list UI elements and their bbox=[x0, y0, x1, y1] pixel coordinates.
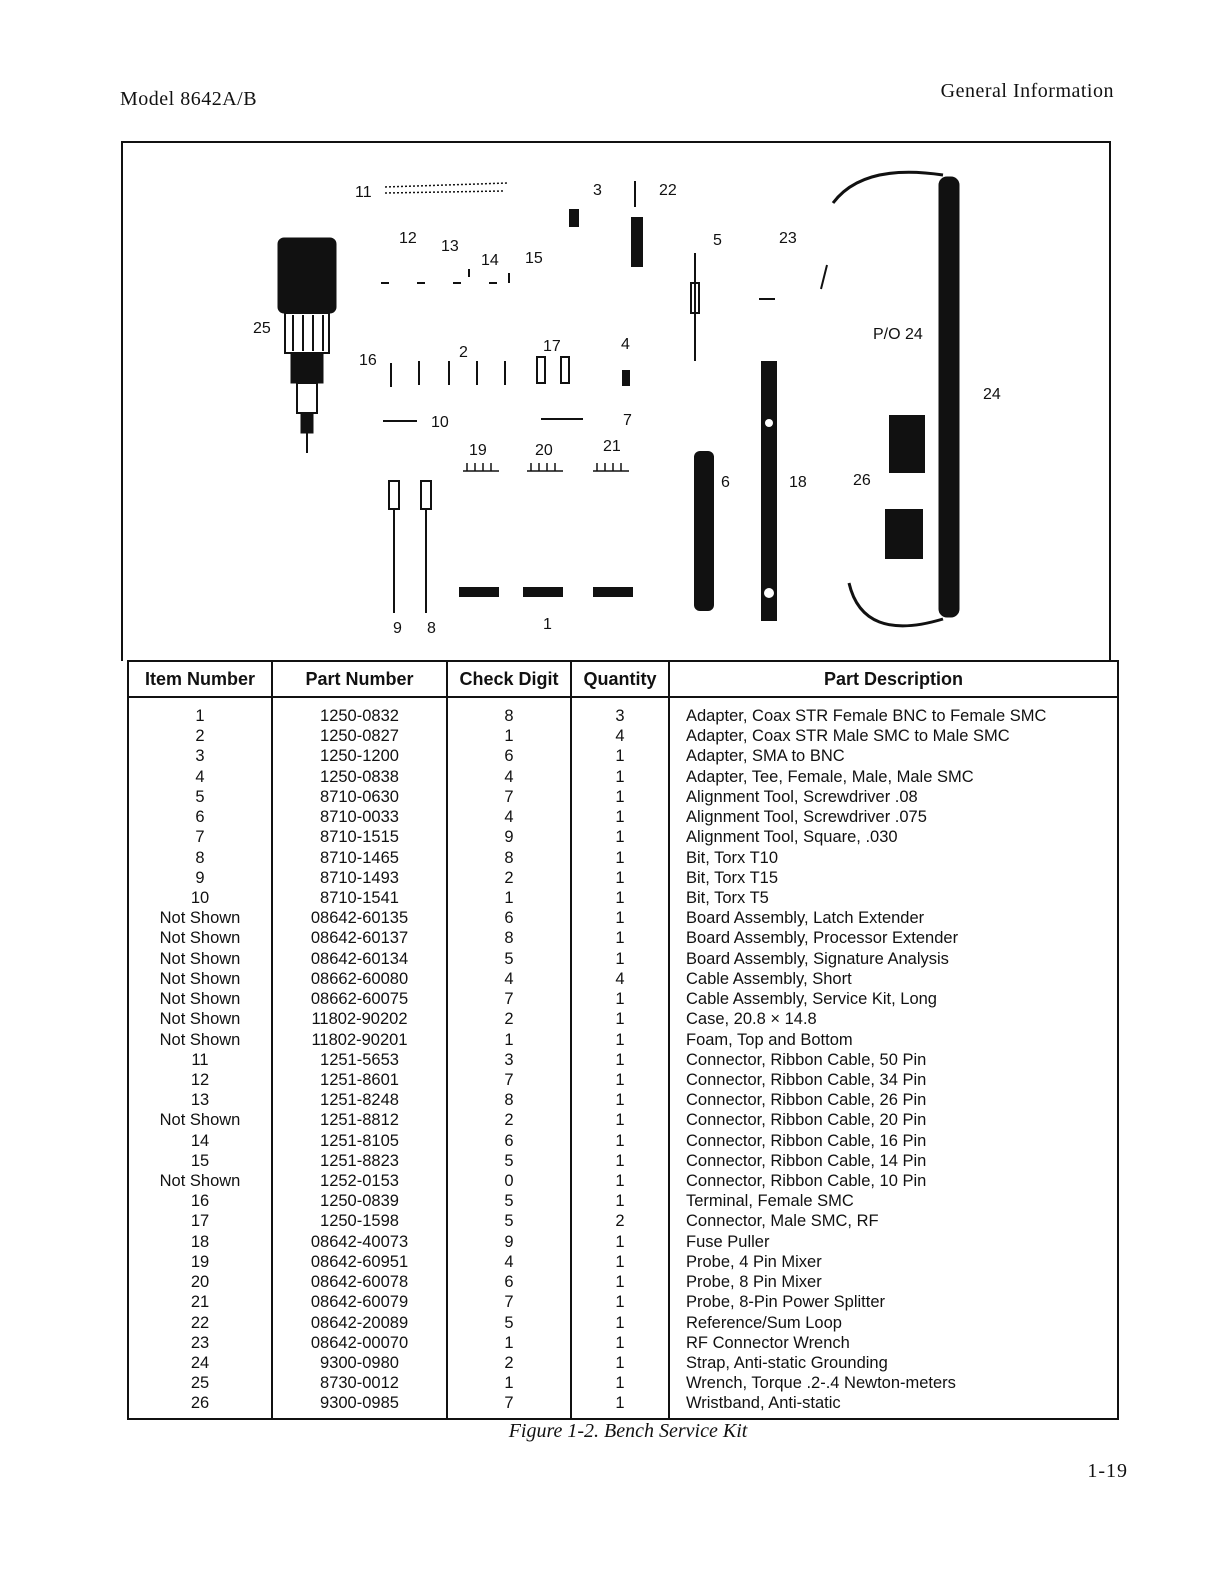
callout-po-24: P/O 24 bbox=[873, 326, 923, 343]
figure-frame bbox=[121, 141, 1111, 661]
part-description-cell: Strap, Anti-static Grounding bbox=[669, 1353, 1118, 1373]
bench-service-kit-illustration bbox=[123, 143, 1109, 661]
item-number-cell: Not Shown bbox=[128, 908, 272, 928]
part-number-cell: 1250-0832 bbox=[272, 697, 447, 726]
part-number-cell: 8710-1541 bbox=[272, 888, 447, 908]
item-number-cell: 15 bbox=[128, 1151, 272, 1171]
check-digit-cell: 7 bbox=[447, 989, 571, 1009]
table-row bbox=[128, 787, 1118, 807]
table-row bbox=[128, 1151, 1118, 1171]
column-header-check-digit: Check Digit bbox=[447, 661, 571, 697]
part-description-cell: Connector, Ribbon Cable, 34 Pin bbox=[669, 1070, 1118, 1090]
part-number-cell: 08642-20089 bbox=[272, 1313, 447, 1333]
table-row bbox=[128, 989, 1118, 1009]
callout-13: 13 bbox=[441, 238, 459, 255]
bnc-smc-adapters-drawing bbox=[459, 587, 633, 597]
table-row bbox=[128, 969, 1118, 989]
check-digit-cell: 2 bbox=[447, 1009, 571, 1029]
quantity-cell: 1 bbox=[571, 949, 669, 969]
part-description-cell: Alignment Tool, Screwdriver .08 bbox=[669, 787, 1118, 807]
quantity-cell: 1 bbox=[571, 888, 669, 908]
check-digit-cell: 6 bbox=[447, 908, 571, 928]
item-number-cell: 6 bbox=[128, 807, 272, 827]
table-row bbox=[128, 1272, 1118, 1292]
part-number-cell: 08662-60075 bbox=[272, 989, 447, 1009]
check-digit-cell: 5 bbox=[447, 1151, 571, 1171]
part-description-cell: Bit, Torx T10 bbox=[669, 848, 1118, 868]
item-number-cell: 22 bbox=[128, 1313, 272, 1333]
callout-22: 22 bbox=[659, 182, 677, 199]
check-digit-cell: 7 bbox=[447, 787, 571, 807]
quantity-cell: 1 bbox=[571, 1313, 669, 1333]
column-header-quantity: Quantity bbox=[571, 661, 669, 697]
check-digit-cell: 6 bbox=[447, 746, 571, 766]
item-number-cell: Not Shown bbox=[128, 1030, 272, 1050]
callout-21: 21 bbox=[603, 438, 621, 455]
table-row bbox=[128, 1333, 1118, 1353]
mixer-probes-drawing bbox=[463, 463, 629, 471]
table-row bbox=[128, 726, 1118, 746]
table-row bbox=[128, 1313, 1118, 1333]
torx-bit-and-square-tool-drawing bbox=[383, 419, 583, 421]
part-description-cell: Case, 20.8 × 14.8 bbox=[669, 1009, 1118, 1029]
quantity-cell: 4 bbox=[571, 726, 669, 746]
callout-25: 25 bbox=[253, 320, 271, 337]
callout-14: 14 bbox=[481, 252, 499, 269]
part-number-cell: 08662-60080 bbox=[272, 969, 447, 989]
callout-9: 9 bbox=[393, 620, 402, 637]
callout-5: 5 bbox=[713, 232, 722, 249]
table-row bbox=[128, 888, 1118, 908]
quantity-cell: 1 bbox=[571, 1272, 669, 1292]
quantity-cell: 1 bbox=[571, 787, 669, 807]
part-description-cell: Terminal, Female SMC bbox=[669, 1191, 1118, 1211]
item-number-cell: 26 bbox=[128, 1393, 272, 1419]
quantity-cell: 1 bbox=[571, 767, 669, 787]
quantity-cell: 1 bbox=[571, 827, 669, 847]
check-digit-cell: 4 bbox=[447, 1252, 571, 1272]
part-number-cell: 8730-0012 bbox=[272, 1373, 447, 1393]
parts-list-table bbox=[127, 660, 1119, 1420]
part-number-cell: 9300-0980 bbox=[272, 1353, 447, 1373]
quantity-cell: 1 bbox=[571, 1393, 669, 1419]
parts-table-body bbox=[128, 697, 1118, 1419]
part-number-cell: 1250-1598 bbox=[272, 1211, 447, 1231]
item-number-cell: 17 bbox=[128, 1211, 272, 1231]
table-row bbox=[128, 1131, 1118, 1151]
part-description-cell: Alignment Tool, Square, .030 bbox=[669, 827, 1118, 847]
item-number-cell: 21 bbox=[128, 1292, 272, 1312]
table-row bbox=[128, 1232, 1118, 1252]
item-number-cell: 24 bbox=[128, 1353, 272, 1373]
table-row bbox=[128, 1252, 1118, 1272]
part-description-cell: Probe, 4 Pin Mixer bbox=[669, 1252, 1118, 1272]
item-number-cell: 12 bbox=[128, 1070, 272, 1090]
alignment-tool-075-drawing bbox=[694, 451, 714, 611]
quantity-cell: 1 bbox=[571, 1050, 669, 1070]
check-digit-cell: 1 bbox=[447, 888, 571, 908]
check-digit-cell: 1 bbox=[447, 726, 571, 746]
part-number-cell: 8710-1465 bbox=[272, 848, 447, 868]
item-number-cell: 1 bbox=[128, 697, 272, 726]
torx-bits-drawing bbox=[389, 481, 431, 613]
smc-adapters-drawing bbox=[391, 357, 629, 387]
table-row bbox=[128, 868, 1118, 888]
check-digit-cell: 5 bbox=[447, 1191, 571, 1211]
part-description-cell: Fuse Puller bbox=[669, 1232, 1118, 1252]
quantity-cell: 1 bbox=[571, 868, 669, 888]
table-row bbox=[128, 1292, 1118, 1312]
table-row bbox=[128, 1191, 1118, 1211]
page-number: 1-19 bbox=[1087, 1460, 1128, 1482]
header-section-title: General Information bbox=[940, 80, 1114, 102]
callout-2: 2 bbox=[459, 344, 468, 361]
table-row bbox=[128, 949, 1118, 969]
check-digit-cell: 8 bbox=[447, 697, 571, 726]
check-digit-cell: 8 bbox=[447, 848, 571, 868]
table-row bbox=[128, 1050, 1118, 1070]
column-header-item-number: Item Number bbox=[128, 661, 272, 697]
part-number-cell: 1251-5653 bbox=[272, 1050, 447, 1070]
quantity-cell: 1 bbox=[571, 1090, 669, 1110]
quantity-cell: 3 bbox=[571, 697, 669, 726]
part-number-cell: 1250-0839 bbox=[272, 1191, 447, 1211]
part-description-cell: Foam, Top and Bottom bbox=[669, 1030, 1118, 1050]
item-number-cell: 7 bbox=[128, 827, 272, 847]
column-header-part-number: Part Number bbox=[272, 661, 447, 697]
item-number-cell: 19 bbox=[128, 1252, 272, 1272]
part-number-cell: 08642-40073 bbox=[272, 1232, 447, 1252]
item-number-cell: 25 bbox=[128, 1373, 272, 1393]
part-description-cell: Adapter, SMA to BNC bbox=[669, 746, 1118, 766]
callout-15: 15 bbox=[525, 250, 543, 267]
quantity-cell: 1 bbox=[571, 746, 669, 766]
table-row bbox=[128, 1353, 1118, 1373]
check-digit-cell: 9 bbox=[447, 827, 571, 847]
table-row bbox=[128, 807, 1118, 827]
check-digit-cell: 9 bbox=[447, 1232, 571, 1252]
table-row bbox=[128, 1171, 1118, 1191]
item-number-cell: 4 bbox=[128, 767, 272, 787]
check-digit-cell: 1 bbox=[447, 1333, 571, 1353]
quantity-cell: 2 bbox=[571, 1211, 669, 1231]
table-row bbox=[128, 908, 1118, 928]
callout-18: 18 bbox=[789, 474, 807, 491]
item-number-cell: 5 bbox=[128, 787, 272, 807]
check-digit-cell: 2 bbox=[447, 1110, 571, 1130]
table-row bbox=[128, 697, 1118, 726]
check-digit-cell: 7 bbox=[447, 1292, 571, 1312]
quantity-cell: 1 bbox=[571, 1110, 669, 1130]
quantity-cell: 1 bbox=[571, 908, 669, 928]
callout-26: 26 bbox=[853, 472, 871, 489]
part-description-cell: Connector, Ribbon Cable, 14 Pin bbox=[669, 1151, 1118, 1171]
item-number-cell: 8 bbox=[128, 848, 272, 868]
callout-8: 8 bbox=[427, 620, 436, 637]
item-number-cell: Not Shown bbox=[128, 928, 272, 948]
part-number-cell: 1251-8823 bbox=[272, 1151, 447, 1171]
part-number-cell: 8710-0630 bbox=[272, 787, 447, 807]
table-row bbox=[128, 1211, 1118, 1231]
quantity-cell: 1 bbox=[571, 928, 669, 948]
check-digit-cell: 7 bbox=[447, 1393, 571, 1419]
item-number-cell: Not Shown bbox=[128, 989, 272, 1009]
figure-caption: Figure 1-2. Bench Service Kit bbox=[508, 1420, 748, 1442]
item-number-cell: 10 bbox=[128, 888, 272, 908]
part-description-cell: Probe, 8 Pin Mixer bbox=[669, 1272, 1118, 1292]
part-description-cell: Board Assembly, Processor Extender bbox=[669, 928, 1118, 948]
item-number-cell: 14 bbox=[128, 1131, 272, 1151]
quantity-cell: 4 bbox=[571, 969, 669, 989]
part-description-cell: Connector, Ribbon Cable, 20 Pin bbox=[669, 1110, 1118, 1130]
part-number-cell: 1251-8812 bbox=[272, 1110, 447, 1130]
part-number-cell: 9300-0985 bbox=[272, 1393, 447, 1419]
part-description-cell: Cable Assembly, Short bbox=[669, 969, 1118, 989]
item-number-cell: 9 bbox=[128, 868, 272, 888]
callout-11: 11 bbox=[355, 184, 372, 201]
callout-12: 12 bbox=[399, 230, 417, 247]
callout-16: 16 bbox=[359, 352, 377, 369]
part-description-cell: Wristband, Anti-static bbox=[669, 1393, 1118, 1419]
check-digit-cell: 5 bbox=[447, 1211, 571, 1231]
callout-1: 1 bbox=[543, 616, 552, 633]
part-number-cell: 8710-1493 bbox=[272, 868, 447, 888]
part-number-cell: 8710-1515 bbox=[272, 827, 447, 847]
callout-20: 20 bbox=[535, 442, 553, 459]
check-digit-cell: 3 bbox=[447, 1050, 571, 1070]
check-digit-cell: 1 bbox=[447, 1373, 571, 1393]
table-row bbox=[128, 1030, 1118, 1050]
part-description-cell: Connector, Ribbon Cable, 26 Pin bbox=[669, 1090, 1118, 1110]
table-row bbox=[128, 1070, 1118, 1090]
check-digit-cell: 1 bbox=[447, 1030, 571, 1050]
alignment-tool-08-drawing bbox=[691, 253, 699, 361]
check-digit-cell: 2 bbox=[447, 868, 571, 888]
quantity-cell: 1 bbox=[571, 989, 669, 1009]
callout-3: 3 bbox=[593, 182, 602, 199]
part-description-cell: Alignment Tool, Screwdriver .075 bbox=[669, 807, 1118, 827]
table-row bbox=[128, 827, 1118, 847]
part-number-cell: 11802-90201 bbox=[272, 1030, 447, 1050]
check-digit-cell: 2 bbox=[447, 1353, 571, 1373]
check-digit-cell: 8 bbox=[447, 1090, 571, 1110]
part-description-cell: Adapter, Tee, Female, Male, Male SMC bbox=[669, 767, 1118, 787]
small-ribbon-connectors-drawing bbox=[381, 269, 509, 283]
part-number-cell: 08642-60137 bbox=[272, 928, 447, 948]
quantity-cell: 1 bbox=[571, 1009, 669, 1029]
callout-19: 19 bbox=[469, 442, 487, 459]
check-digit-cell: 4 bbox=[447, 767, 571, 787]
part-number-cell: 08642-60079 bbox=[272, 1292, 447, 1312]
quantity-cell: 1 bbox=[571, 1151, 669, 1171]
item-number-cell: Not Shown bbox=[128, 1009, 272, 1029]
torque-wrench-drawing bbox=[278, 238, 336, 453]
part-description-cell: Cable Assembly, Service Kit, Long bbox=[669, 989, 1118, 1009]
part-number-cell: 08642-60135 bbox=[272, 908, 447, 928]
item-number-cell: Not Shown bbox=[128, 1171, 272, 1191]
item-number-cell: 11 bbox=[128, 1050, 272, 1070]
callout-7: 7 bbox=[623, 412, 632, 429]
item-number-cell: 18 bbox=[128, 1232, 272, 1252]
table-row bbox=[128, 848, 1118, 868]
part-number-cell: 08642-60134 bbox=[272, 949, 447, 969]
quantity-cell: 1 bbox=[571, 1232, 669, 1252]
callout-24: 24 bbox=[983, 386, 1001, 403]
quantity-cell: 1 bbox=[571, 1030, 669, 1050]
table-header-row bbox=[128, 661, 1118, 697]
item-number-cell: Not Shown bbox=[128, 1110, 272, 1130]
quantity-cell: 1 bbox=[571, 807, 669, 827]
part-number-cell: 8710-0033 bbox=[272, 807, 447, 827]
item-number-cell: Not Shown bbox=[128, 969, 272, 989]
item-number-cell: 16 bbox=[128, 1191, 272, 1211]
table-row bbox=[128, 746, 1118, 766]
part-description-cell: Bit, Torx T15 bbox=[669, 868, 1118, 888]
part-description-cell: Connector, Male SMC, RF bbox=[669, 1211, 1118, 1231]
part-number-cell: 1250-0838 bbox=[272, 767, 447, 787]
part-description-cell: Board Assembly, Signature Analysis bbox=[669, 949, 1118, 969]
quantity-cell: 1 bbox=[571, 1353, 669, 1373]
quantity-cell: 1 bbox=[571, 1292, 669, 1312]
quantity-cell: 1 bbox=[571, 848, 669, 868]
table-row bbox=[128, 1009, 1118, 1029]
quantity-cell: 1 bbox=[571, 1191, 669, 1211]
adapter-and-loop-drawing bbox=[569, 181, 643, 267]
part-number-cell: 08642-60951 bbox=[272, 1252, 447, 1272]
check-digit-cell: 6 bbox=[447, 1131, 571, 1151]
check-digit-cell: 0 bbox=[447, 1171, 571, 1191]
check-digit-cell: 5 bbox=[447, 1313, 571, 1333]
part-number-cell: 1252-0153 bbox=[272, 1171, 447, 1191]
quantity-cell: 1 bbox=[571, 1333, 669, 1353]
table-row bbox=[128, 928, 1118, 948]
part-number-cell: 1250-0827 bbox=[272, 726, 447, 746]
item-number-cell: 2 bbox=[128, 726, 272, 746]
part-description-cell: Connector, Ribbon Cable, 16 Pin bbox=[669, 1131, 1118, 1151]
callout-17: 17 bbox=[543, 338, 561, 355]
part-description-cell: Adapter, Coax STR Female BNC to Female SMC bbox=[669, 697, 1118, 726]
part-description-cell: RF Connector Wrench bbox=[669, 1333, 1118, 1353]
part-description-cell: Bit, Torx T5 bbox=[669, 888, 1118, 908]
callout-6: 6 bbox=[721, 474, 730, 491]
table-row bbox=[128, 1393, 1118, 1419]
item-number-cell: Not Shown bbox=[128, 949, 272, 969]
part-number-cell: 1251-8105 bbox=[272, 1131, 447, 1151]
table-row bbox=[128, 1090, 1118, 1110]
check-digit-cell: 7 bbox=[447, 1070, 571, 1090]
wristband-drawing bbox=[885, 415, 925, 559]
check-digit-cell: 4 bbox=[447, 969, 571, 989]
header-model: Model 8642A/B bbox=[120, 88, 258, 110]
item-number-cell: 3 bbox=[128, 746, 272, 766]
fuse-puller-drawing bbox=[761, 361, 777, 621]
item-number-cell: 23 bbox=[128, 1333, 272, 1353]
part-number-cell: 1251-8248 bbox=[272, 1090, 447, 1110]
part-number-cell: 08642-00070 bbox=[272, 1333, 447, 1353]
part-description-cell: Reference/Sum Loop bbox=[669, 1313, 1118, 1333]
quantity-cell: 1 bbox=[571, 1131, 669, 1151]
part-number-cell: 1251-8601 bbox=[272, 1070, 447, 1090]
part-description-cell: Board Assembly, Latch Extender bbox=[669, 908, 1118, 928]
callout-10: 10 bbox=[431, 414, 449, 431]
table-row bbox=[128, 767, 1118, 787]
quantity-cell: 1 bbox=[571, 1252, 669, 1272]
callout-23: 23 bbox=[779, 230, 797, 247]
quantity-cell: 1 bbox=[571, 1171, 669, 1191]
table-row bbox=[128, 1110, 1118, 1130]
callout-4: 4 bbox=[621, 336, 630, 353]
part-number-cell: 08642-60078 bbox=[272, 1272, 447, 1292]
check-digit-cell: 8 bbox=[447, 928, 571, 948]
quantity-cell: 1 bbox=[571, 1373, 669, 1393]
column-header-part-description: Part Description bbox=[669, 661, 1118, 697]
table-row bbox=[128, 1373, 1118, 1393]
part-description-cell: Connector, Ribbon Cable, 10 Pin bbox=[669, 1171, 1118, 1191]
part-description-cell: Connector, Ribbon Cable, 50 Pin bbox=[669, 1050, 1118, 1070]
part-description-cell: Wrench, Torque .2-.4 Newton-meters bbox=[669, 1373, 1118, 1393]
part-number-cell: 11802-90202 bbox=[272, 1009, 447, 1029]
check-digit-cell: 4 bbox=[447, 807, 571, 827]
ribbon-connector-50-pin-drawing bbox=[385, 183, 508, 193]
item-number-cell: 13 bbox=[128, 1090, 272, 1110]
quantity-cell: 1 bbox=[571, 1070, 669, 1090]
part-description-cell: Probe, 8-Pin Power Splitter bbox=[669, 1292, 1118, 1312]
check-digit-cell: 5 bbox=[447, 949, 571, 969]
check-digit-cell: 6 bbox=[447, 1272, 571, 1292]
part-number-cell: 1250-1200 bbox=[272, 746, 447, 766]
part-description-cell: Adapter, Coax STR Male SMC to Male SMC bbox=[669, 726, 1118, 746]
item-number-cell: 20 bbox=[128, 1272, 272, 1292]
rf-connector-wrench-drawing bbox=[759, 265, 827, 299]
